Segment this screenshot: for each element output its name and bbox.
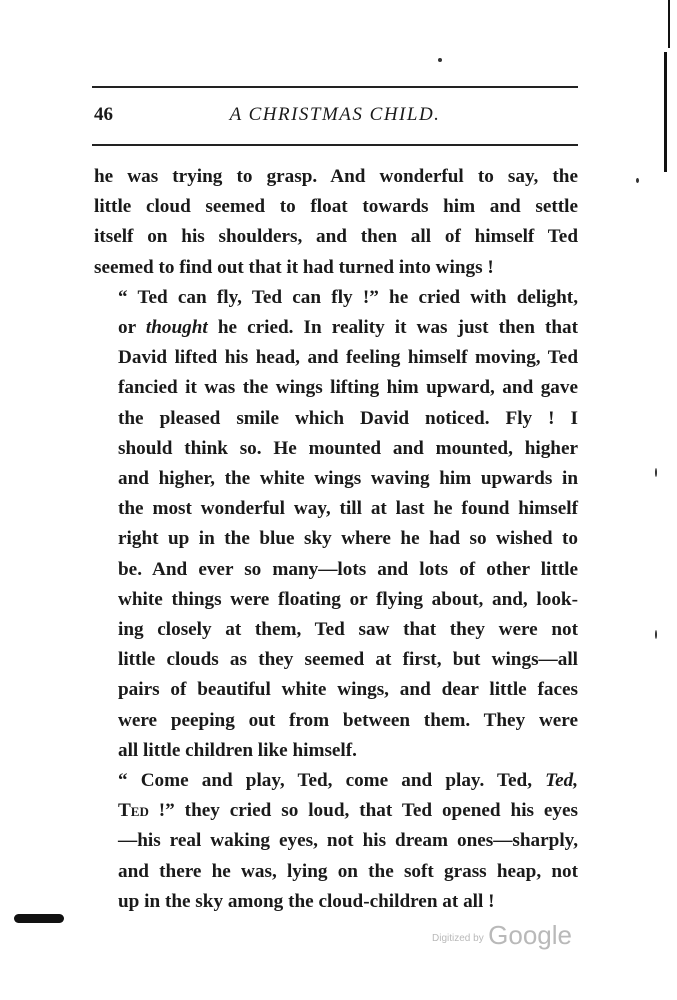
text-line: “ Ted can fly, Ted can fly !” he cried with delight,	[118, 286, 578, 308]
page-header	[92, 104, 578, 132]
digitized-watermark	[432, 920, 572, 951]
scan-speck	[655, 630, 657, 639]
watermark-prefix: Digitized by	[432, 933, 484, 944]
text-line: “ Come and play, Ted, come and play. Ted, Ted,	[118, 770, 578, 792]
page-number: 46	[94, 104, 113, 125]
scan-speck	[438, 58, 442, 62]
text-line: he was trying to grasp. And wonderful to say, the	[94, 166, 578, 187]
paragraph	[94, 766, 578, 917]
paragraph	[94, 283, 578, 766]
paragraph	[94, 162, 578, 283]
text-line: —his real waking eyes, not his dream ones—sharply,	[118, 830, 578, 852]
scan-smudge	[14, 914, 64, 923]
text-line: and there he was, lying on the soft grass heap, not	[118, 860, 578, 882]
text-line: little clouds as they seemed at first, but wings—all	[118, 649, 578, 671]
text-line: and higher, the white wings waving him upwards in	[118, 468, 578, 490]
scan-speck	[636, 178, 639, 183]
text-line: Ted !” they cried so loud, that Ted opened his eyes	[118, 800, 578, 822]
text-line: all little children like himself.	[118, 739, 357, 761]
scan-edge-mark	[664, 52, 667, 172]
text-line: David lifted his head, and feeling himself moving, Ted	[118, 347, 578, 369]
text-line: right up in the blue sky where he had so wished to	[118, 528, 578, 550]
google-logo-text: Google	[488, 920, 572, 950]
text-line: be. And ever so many—lots and lots of other little	[118, 558, 578, 580]
text-line: itself on his shoulders, and then all of himself Ted	[94, 226, 578, 248]
running-title: A CHRISTMAS CHILD.	[229, 104, 441, 125]
text-line: little cloud seemed to float towards him and settle	[94, 196, 578, 218]
text-line: were peeping out from between them. They were	[118, 709, 578, 731]
text-line: pairs of beautiful white wings, and dear little faces	[118, 679, 578, 701]
text-line: up in the sky among the cloud-children at all !	[118, 890, 495, 912]
header-rule-top	[92, 86, 578, 88]
text-line: the pleased smile which David noticed. Fly ! I	[118, 407, 578, 429]
page-body-text	[94, 162, 578, 917]
scan-speck	[655, 468, 657, 477]
text-line: seemed to find out that it had turned into wings !	[94, 256, 494, 278]
text-line: white things were floating or flying about, and, look-	[118, 588, 578, 610]
text-line: or thought he cried. In reality it was just then that	[118, 317, 578, 339]
text-line: should think so. He mounted and mounted, higher	[118, 437, 578, 459]
text-line: fancied it was the wings lifting him upward, and gave	[118, 377, 578, 399]
text-line: ing closely at them, Ted saw that they were not	[118, 619, 578, 641]
scan-edge-mark	[668, 0, 670, 48]
text-line: the most wonderful way, till at last he found himself	[118, 498, 578, 520]
header-rule-bottom	[92, 144, 578, 146]
